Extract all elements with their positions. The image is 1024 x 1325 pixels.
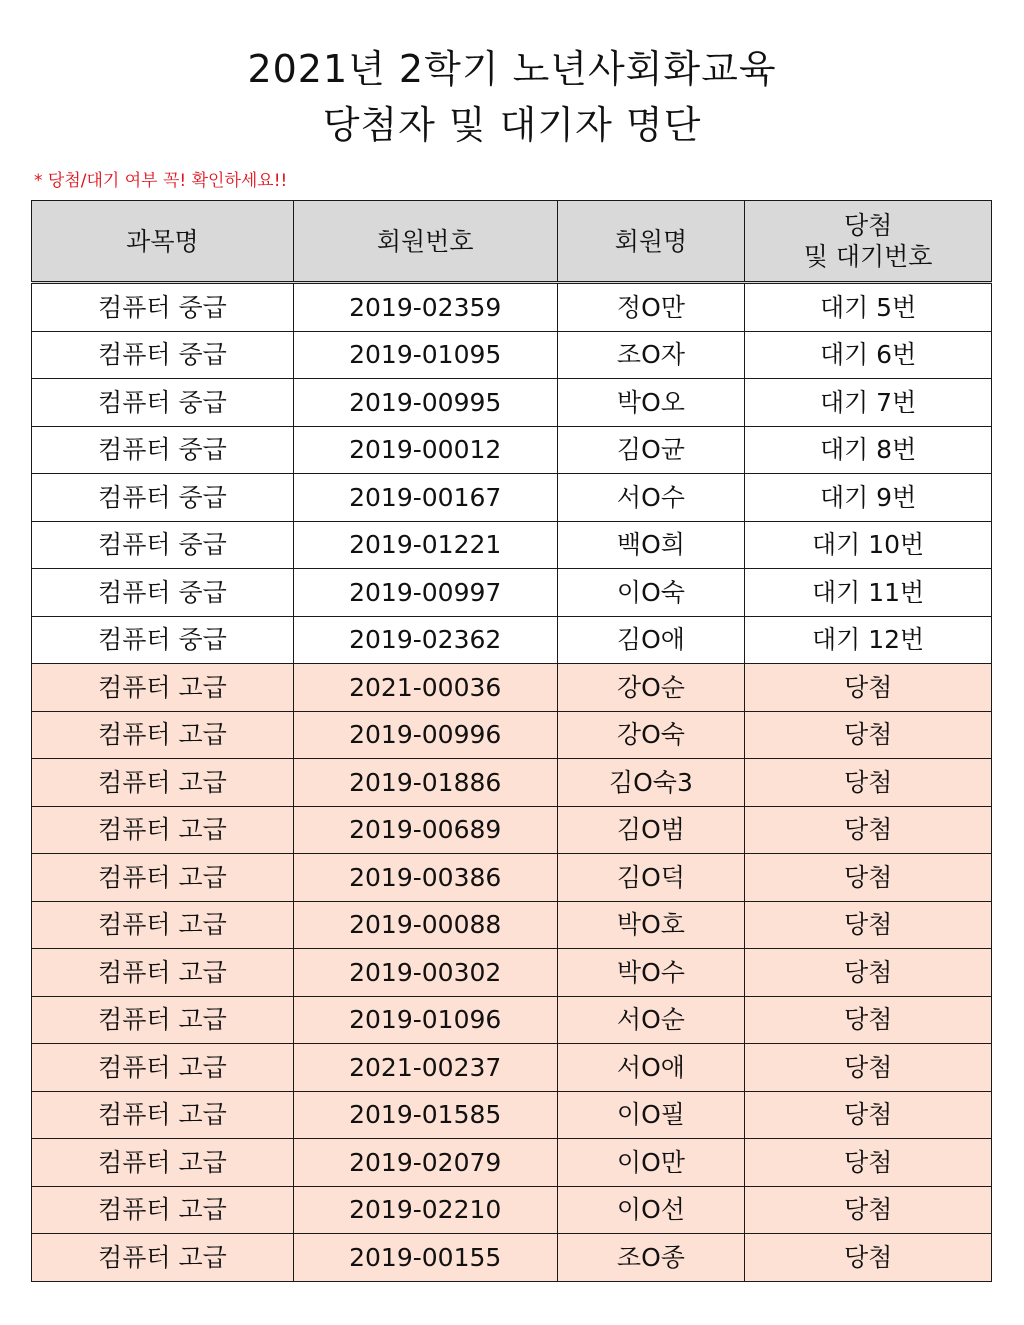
cell-member-name: 서O애: [557, 1044, 745, 1092]
cell-member-id: 2019-00088: [293, 901, 557, 949]
cell-course: 컴퓨터 중급: [32, 331, 294, 379]
cell-course: 컴퓨터 고급: [32, 1234, 294, 1282]
cell-member-name: 이O만: [557, 1139, 745, 1187]
cell-status: 대기 10번: [745, 521, 992, 569]
cell-status: 당첨: [745, 759, 992, 807]
cell-status: 대기 6번: [745, 331, 992, 379]
cell-course: 컴퓨터 고급: [32, 759, 294, 807]
cell-member-id: 2019-00012: [293, 426, 557, 474]
cell-member-id: 2019-01886: [293, 759, 557, 807]
table-row: [32, 521, 992, 569]
cell-course: 컴퓨터 고급: [32, 1044, 294, 1092]
table-row: [32, 379, 992, 427]
cell-member-id: 2019-00996: [293, 711, 557, 759]
cell-status: 당첨: [745, 1186, 992, 1234]
cell-member-name: 김O애: [557, 616, 745, 664]
cell-member-id: 2019-02362: [293, 616, 557, 664]
header-status-line-1: 당첨: [843, 210, 893, 240]
cell-member-name: 이O숙: [557, 569, 745, 617]
cell-course: 컴퓨터 고급: [32, 854, 294, 902]
table-row: [32, 949, 992, 997]
cell-status: 당첨: [745, 711, 992, 759]
cell-member-name: 조O종: [557, 1234, 745, 1282]
cell-status: 당첨: [745, 1139, 992, 1187]
cell-member-name: 백O희: [557, 521, 745, 569]
cell-course: 컴퓨터 중급: [32, 426, 294, 474]
notice-text: * 당첨/대기 여부 꼭! 확인하세요!!: [34, 171, 288, 191]
table-row: [32, 806, 992, 854]
cell-status: 당첨: [745, 1234, 992, 1282]
cell-member-id: 2019-00995: [293, 379, 557, 427]
table-row: [32, 331, 992, 379]
cell-course: 컴퓨터 중급: [32, 521, 294, 569]
header-member-name: 회원명: [557, 201, 745, 283]
cell-status: 당첨: [745, 1091, 992, 1139]
cell-member-name: 김O균: [557, 426, 745, 474]
table-row: [32, 569, 992, 617]
cell-course: 컴퓨터 고급: [32, 806, 294, 854]
header-status: [745, 201, 992, 283]
cell-member-name: 김O덕: [557, 854, 745, 902]
cell-member-name: 강O순: [557, 664, 745, 712]
header-status-line-2: 및 대기번호: [803, 242, 933, 271]
cell-member-name: 이O필: [557, 1091, 745, 1139]
cell-member-id: 2019-02079: [293, 1139, 557, 1187]
page-title-line-2: 당첨자 및 대기자 명단: [322, 103, 702, 147]
cell-member-id: 2021-00237: [293, 1044, 557, 1092]
cell-status: 당첨: [745, 854, 992, 902]
cell-member-id: 2019-00155: [293, 1234, 557, 1282]
cell-course: 컴퓨터 중급: [32, 474, 294, 522]
cell-member-name: 조O자: [557, 331, 745, 379]
cell-course: 컴퓨터 고급: [32, 664, 294, 712]
cell-course: 컴퓨터 고급: [32, 901, 294, 949]
cell-member-name: 서O수: [557, 474, 745, 522]
cell-status: 대기 7번: [745, 379, 992, 427]
cell-course: 컴퓨터 중급: [32, 379, 294, 427]
cell-status: 대기 12번: [745, 616, 992, 664]
cell-member-name: 박O오: [557, 379, 745, 427]
table-row: [32, 901, 992, 949]
cell-member-id: 2019-00689: [293, 806, 557, 854]
cell-member-id: 2019-02210: [293, 1186, 557, 1234]
cell-status: 대기 9번: [745, 474, 992, 522]
cell-member-name: 서O순: [557, 996, 745, 1044]
cell-status: 대기 11번: [745, 569, 992, 617]
cell-member-id: 2019-00997: [293, 569, 557, 617]
cell-member-id: 2019-00167: [293, 474, 557, 522]
cell-course: 컴퓨터 고급: [32, 1139, 294, 1187]
cell-member-id: 2019-00302: [293, 949, 557, 997]
cell-course: 컴퓨터 고급: [32, 711, 294, 759]
cell-status: 당첨: [745, 1044, 992, 1092]
cell-status: 당첨: [745, 996, 992, 1044]
table-row: [32, 1234, 992, 1282]
table-row: [32, 1186, 992, 1234]
cell-member-name: 김O범: [557, 806, 745, 854]
cell-status: 당첨: [745, 949, 992, 997]
cell-member-name: 김O숙3: [557, 759, 745, 807]
cell-course: 컴퓨터 중급: [32, 569, 294, 617]
cell-member-id: 2019-01095: [293, 331, 557, 379]
table-row: [32, 474, 992, 522]
cell-member-id: 2019-01096: [293, 996, 557, 1044]
cell-member-id: 2019-01221: [293, 521, 557, 569]
table-row: [32, 711, 992, 759]
cell-course: 컴퓨터 중급: [32, 616, 294, 664]
table-row: [32, 616, 992, 664]
table-row: [32, 996, 992, 1044]
cell-course: 컴퓨터 고급: [32, 1186, 294, 1234]
cell-member-name: 이O선: [557, 1186, 745, 1234]
table-row: [32, 283, 992, 332]
table-row: [32, 426, 992, 474]
cell-course: 컴퓨터 고급: [32, 949, 294, 997]
cell-member-id: 2021-00036: [293, 664, 557, 712]
cell-status: 당첨: [745, 901, 992, 949]
cell-member-id: 2019-01585: [293, 1091, 557, 1139]
table-row: [32, 854, 992, 902]
header-member-id: 회원번호: [293, 201, 557, 283]
cell-member-name: 박O수: [557, 949, 745, 997]
cell-course: 컴퓨터 중급: [32, 283, 294, 332]
cell-member-name: 강O숙: [557, 711, 745, 759]
page-title-line-1: 2021년 2학기 노년사회화교육: [247, 47, 777, 91]
cell-member-id: 2019-00386: [293, 854, 557, 902]
cell-member-name: 정O만: [557, 283, 745, 332]
cell-member-id: 2019-02359: [293, 283, 557, 332]
cell-member-name: 박O호: [557, 901, 745, 949]
cell-course: 컴퓨터 고급: [32, 1091, 294, 1139]
cell-course: 컴퓨터 고급: [32, 996, 294, 1044]
cell-status: 당첨: [745, 806, 992, 854]
table-row: [32, 664, 992, 712]
cell-status: 당첨: [745, 664, 992, 712]
table-row: [32, 1091, 992, 1139]
table-row: [32, 1044, 992, 1092]
table-header-row: [32, 201, 992, 283]
header-course: 과목명: [32, 201, 294, 283]
cell-status: 대기 8번: [745, 426, 992, 474]
cell-status: 대기 5번: [745, 283, 992, 332]
table-row: [32, 759, 992, 807]
results-table: [31, 200, 992, 1282]
table-row: [32, 1139, 992, 1187]
